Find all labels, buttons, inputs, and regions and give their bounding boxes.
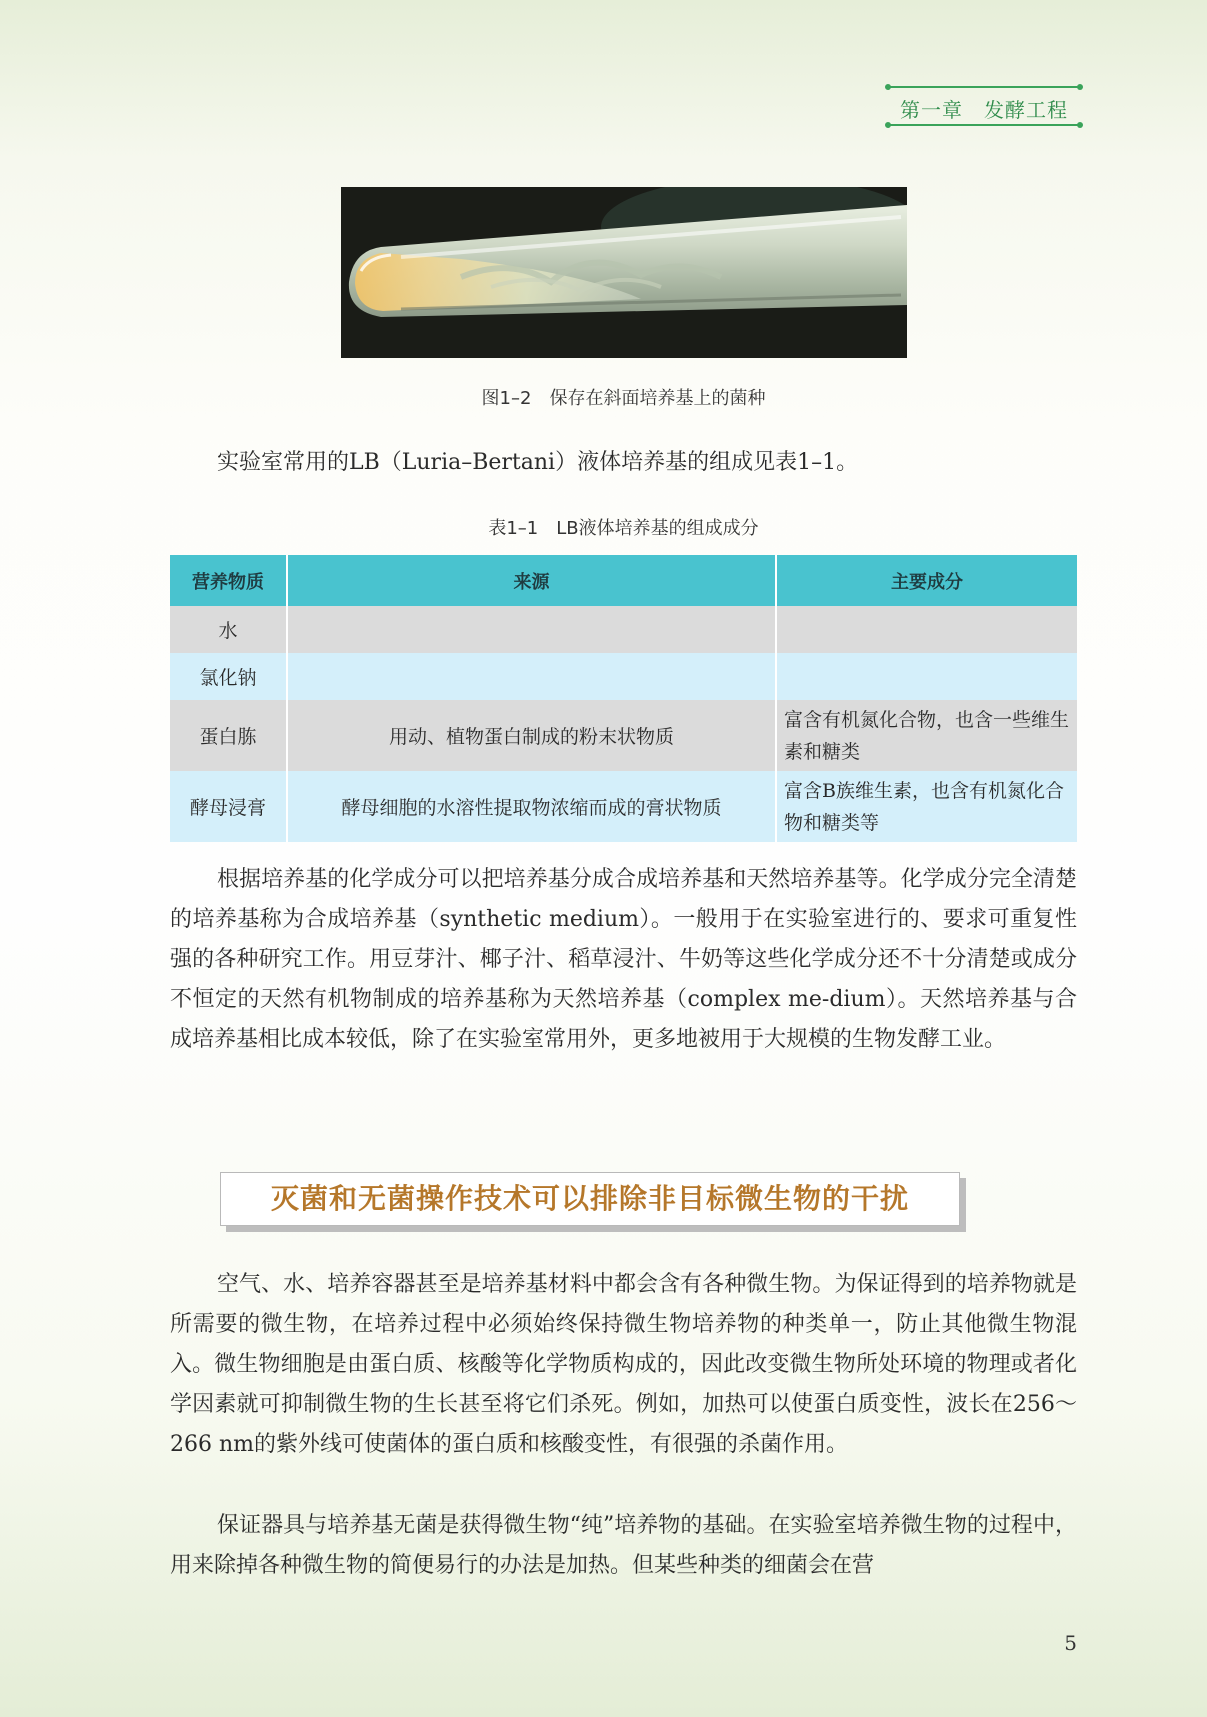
components-cell: [776, 653, 1077, 700]
source-cell: 用动、植物蛋白制成的粉末状物质: [287, 700, 776, 771]
source-cell: 酵母细胞的水溶性提取物浓缩而成的膏状物质: [287, 771, 776, 842]
components-cell: [776, 606, 1077, 653]
table-row: [170, 606, 1077, 653]
header-bottom-rule: [888, 124, 1080, 126]
table-caption: 表1–1 LB液体培养基的组成成分: [488, 518, 759, 539]
intro-paragraph: 实验室常用的LB（Luria–Bertani）液体培养基的组成见表1–1。: [217, 450, 859, 475]
page-number: 5: [1064, 1631, 1077, 1655]
section-heading: 灭菌和无菌操作技术可以排除非目标微生物的干扰: [220, 1172, 960, 1226]
source-cell: [287, 606, 776, 653]
nutrient-cell: 水: [170, 606, 287, 653]
table-row: [170, 700, 1077, 771]
table-row: [170, 653, 1077, 700]
lb-medium-table: [170, 555, 1077, 842]
table-row: [170, 771, 1077, 842]
header-nutrient: 营养物质: [170, 555, 287, 606]
chapter-title: 第一章 发酵工程: [900, 98, 1068, 122]
slant-culture-tube-photo: [341, 187, 907, 358]
nutrient-cell: 蛋白胨: [170, 700, 287, 771]
paragraph-sterilization: 空气、水、培养容器甚至是培养基材料中都会含有各种微生物。为保证得到的培养物就是所需要的微生物，在培养过程中必须始终保持微生物培养物的种类单一，防止其他微生物混入。微生物细胞是由蛋白质、核酸等化学物质构成的，因此改变微生物所处环境的物理或者化学因素就可抑制微生物的生长甚至将它们杀死。例如，加热可以使蛋白质变性，波长在256～266 nm的紫外线可使菌体的蛋白质和核酸变性，有很强的杀菌作用。: [170, 1272, 1077, 1457]
header-top-rule: [888, 86, 1080, 88]
table-header-row: [170, 555, 1077, 606]
header-main-components: 主要成分: [776, 555, 1077, 606]
nutrient-cell: 酵母浸膏: [170, 771, 287, 842]
components-cell: 富含有机氮化合物，也含一些维生素和糖类: [776, 700, 1077, 771]
nutrient-cell: 氯化钠: [170, 653, 287, 700]
header-source: 来源: [287, 555, 776, 606]
source-cell: [287, 653, 776, 700]
figure-caption: 图1–2 保存在斜面培养基上的菌种: [481, 388, 766, 409]
paragraph-heating: 保证器具与培养基无菌是获得微生物“纯”培养物的基础。在实验室培养微生物的过程中，用来除掉各种微生物的简便易行的办法是加热。但某些种类的细菌会在营: [170, 1513, 1077, 1578]
paragraph-medium-types: 根据培养基的化学成分可以把培养基分成合成培养基和天然培养基等。化学成分完全清楚的培养基称为合成培养基（synthetic medium）。一般用于在实验室进行的、要求可重复性强的各种研究工作。用豆芽汁、椰子汁、稻草浸汁、牛奶等这些化学成分还不十分清楚或成分不恒定的天然有机物制成的培养基称为天然培养基（complex me-dium）。天然培养基与合成培养基相比成本较低，除了在实验室常用外，更多地被用于大规模的生物发酵工业。: [170, 867, 1077, 1052]
chapter-header: [888, 86, 1080, 126]
components-cell: 富含B族维生素，也含有机氮化合物和糖类等: [776, 771, 1077, 842]
